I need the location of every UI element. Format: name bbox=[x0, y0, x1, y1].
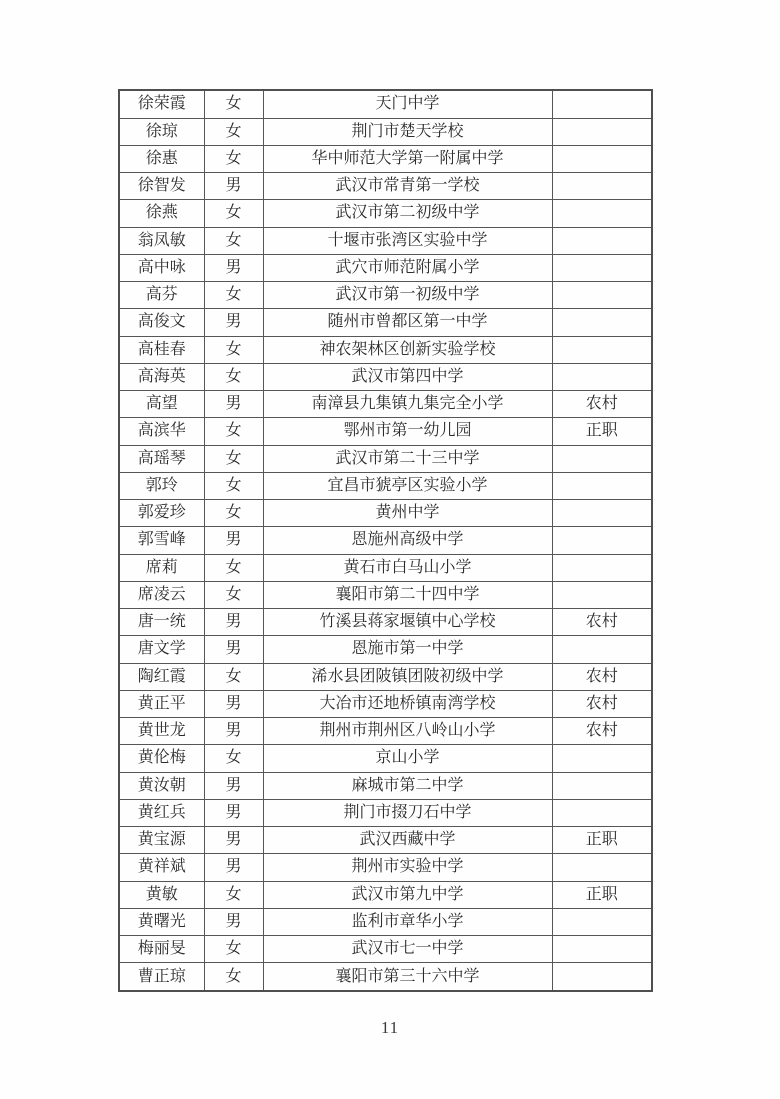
remark-cell bbox=[552, 636, 652, 663]
remark-cell bbox=[552, 200, 652, 227]
remark-cell bbox=[552, 282, 652, 309]
school-cell: 天门中学 bbox=[263, 90, 552, 118]
school-cell: 黄石市白马山小学 bbox=[263, 554, 552, 581]
gender-cell: 男 bbox=[204, 772, 263, 799]
gender-cell: 男 bbox=[204, 254, 263, 281]
gender-cell: 男 bbox=[204, 173, 263, 200]
gender-cell: 女 bbox=[204, 90, 263, 118]
gender-cell: 女 bbox=[204, 745, 263, 772]
school-cell: 荆州市荆州区八岭山小学 bbox=[263, 718, 552, 745]
name-cell: 郭爱珍 bbox=[119, 500, 204, 527]
remark-cell: 农村 bbox=[552, 718, 652, 745]
remark-cell bbox=[552, 173, 652, 200]
gender-cell: 女 bbox=[204, 282, 263, 309]
school-cell: 十堰市张湾区实验中学 bbox=[263, 227, 552, 254]
name-cell: 高俊文 bbox=[119, 309, 204, 336]
school-cell: 浠水县团陂镇团陂初级中学 bbox=[263, 663, 552, 690]
school-cell: 武汉市常青第一学校 bbox=[263, 173, 552, 200]
table-row bbox=[119, 90, 652, 118]
remark-cell bbox=[552, 500, 652, 527]
remark-cell bbox=[552, 336, 652, 363]
school-cell: 荆门市楚天学校 bbox=[263, 118, 552, 145]
table-row bbox=[119, 690, 652, 717]
remark-cell bbox=[552, 227, 652, 254]
remark-cell bbox=[552, 445, 652, 472]
remark-cell bbox=[552, 963, 652, 991]
school-cell: 武汉市第二十三中学 bbox=[263, 445, 552, 472]
gender-cell: 女 bbox=[204, 418, 263, 445]
remark-cell: 正职 bbox=[552, 881, 652, 908]
school-cell: 武汉市七一中学 bbox=[263, 936, 552, 963]
page-number: 11 bbox=[380, 1018, 400, 1037]
school-cell: 武汉市第二初级中学 bbox=[263, 200, 552, 227]
table-row bbox=[119, 227, 652, 254]
school-cell: 武汉市第四中学 bbox=[263, 363, 552, 390]
gender-cell: 女 bbox=[204, 500, 263, 527]
name-cell: 唐文学 bbox=[119, 636, 204, 663]
table-row bbox=[119, 881, 652, 908]
name-cell: 徐琼 bbox=[119, 118, 204, 145]
table-row bbox=[119, 663, 652, 690]
gender-cell: 男 bbox=[204, 391, 263, 418]
table-row bbox=[119, 963, 652, 991]
gender-cell: 女 bbox=[204, 145, 263, 172]
remark-cell: 农村 bbox=[552, 690, 652, 717]
table-row bbox=[119, 309, 652, 336]
name-cell: 徐智发 bbox=[119, 173, 204, 200]
table-row bbox=[119, 336, 652, 363]
remark-cell bbox=[552, 908, 652, 935]
name-cell: 黄伦梅 bbox=[119, 745, 204, 772]
roster-table-body bbox=[119, 90, 652, 991]
name-cell: 黄正平 bbox=[119, 690, 204, 717]
remark-cell bbox=[552, 745, 652, 772]
table-row bbox=[119, 581, 652, 608]
gender-cell: 女 bbox=[204, 336, 263, 363]
gender-cell: 女 bbox=[204, 445, 263, 472]
remark-cell bbox=[552, 772, 652, 799]
gender-cell: 女 bbox=[204, 554, 263, 581]
school-cell: 大冶市还地桥镇南湾学校 bbox=[263, 690, 552, 717]
gender-cell: 女 bbox=[204, 581, 263, 608]
gender-cell: 男 bbox=[204, 799, 263, 826]
table-row bbox=[119, 827, 652, 854]
table-row bbox=[119, 118, 652, 145]
table-row bbox=[119, 718, 652, 745]
table-row bbox=[119, 254, 652, 281]
table-row bbox=[119, 200, 652, 227]
remark-cell bbox=[552, 472, 652, 499]
name-cell: 黄祥斌 bbox=[119, 854, 204, 881]
remark-cell bbox=[552, 854, 652, 881]
name-cell: 高海英 bbox=[119, 363, 204, 390]
name-cell: 翁凤敏 bbox=[119, 227, 204, 254]
table-row bbox=[119, 554, 652, 581]
remark-cell bbox=[552, 309, 652, 336]
table-row bbox=[119, 391, 652, 418]
name-cell: 唐一统 bbox=[119, 609, 204, 636]
remark-cell bbox=[552, 554, 652, 581]
school-cell: 京山小学 bbox=[263, 745, 552, 772]
name-cell: 席凌云 bbox=[119, 581, 204, 608]
remark-cell bbox=[552, 145, 652, 172]
table-row bbox=[119, 636, 652, 663]
table-row bbox=[119, 854, 652, 881]
table-row bbox=[119, 908, 652, 935]
gender-cell: 男 bbox=[204, 309, 263, 336]
name-cell: 郭玲 bbox=[119, 472, 204, 499]
gender-cell: 女 bbox=[204, 663, 263, 690]
gender-cell: 男 bbox=[204, 718, 263, 745]
remark-cell: 农村 bbox=[552, 609, 652, 636]
table-row bbox=[119, 445, 652, 472]
school-cell: 荆州市实验中学 bbox=[263, 854, 552, 881]
gender-cell: 女 bbox=[204, 881, 263, 908]
school-cell: 宜昌市猇亭区实验小学 bbox=[263, 472, 552, 499]
table-row bbox=[119, 472, 652, 499]
name-cell: 高瑶琴 bbox=[119, 445, 204, 472]
gender-cell: 女 bbox=[204, 200, 263, 227]
table-row bbox=[119, 799, 652, 826]
name-cell: 高望 bbox=[119, 391, 204, 418]
table-row bbox=[119, 282, 652, 309]
table-row bbox=[119, 527, 652, 554]
gender-cell: 男 bbox=[204, 609, 263, 636]
name-cell: 高芬 bbox=[119, 282, 204, 309]
gender-cell: 女 bbox=[204, 472, 263, 499]
school-cell: 麻城市第二中学 bbox=[263, 772, 552, 799]
name-cell: 郭雪峰 bbox=[119, 527, 204, 554]
remark-cell bbox=[552, 90, 652, 118]
remark-cell: 正职 bbox=[552, 418, 652, 445]
table-row bbox=[119, 173, 652, 200]
table-row bbox=[119, 609, 652, 636]
table-row bbox=[119, 936, 652, 963]
name-cell: 徐惠 bbox=[119, 145, 204, 172]
school-cell: 武汉市第一初级中学 bbox=[263, 282, 552, 309]
gender-cell: 男 bbox=[204, 527, 263, 554]
school-cell: 恩施州高级中学 bbox=[263, 527, 552, 554]
school-cell: 荆门市掇刀石中学 bbox=[263, 799, 552, 826]
name-cell: 徐燕 bbox=[119, 200, 204, 227]
teacher-roster-table bbox=[118, 89, 653, 992]
name-cell: 曹正琼 bbox=[119, 963, 204, 991]
table-row bbox=[119, 745, 652, 772]
gender-cell: 男 bbox=[204, 690, 263, 717]
remark-cell: 农村 bbox=[552, 391, 652, 418]
remark-cell: 农村 bbox=[552, 663, 652, 690]
gender-cell: 男 bbox=[204, 908, 263, 935]
school-cell: 华中师范大学第一附属中学 bbox=[263, 145, 552, 172]
remark-cell bbox=[552, 581, 652, 608]
table-row bbox=[119, 500, 652, 527]
name-cell: 黄曙光 bbox=[119, 908, 204, 935]
remark-cell bbox=[552, 527, 652, 554]
school-cell: 武汉西藏中学 bbox=[263, 827, 552, 854]
name-cell: 席莉 bbox=[119, 554, 204, 581]
remark-cell bbox=[552, 799, 652, 826]
gender-cell: 女 bbox=[204, 118, 263, 145]
gender-cell: 男 bbox=[204, 636, 263, 663]
school-cell: 神农架林区创新实验学校 bbox=[263, 336, 552, 363]
name-cell: 徐荣霞 bbox=[119, 90, 204, 118]
school-cell: 黄州中学 bbox=[263, 500, 552, 527]
school-cell: 襄阳市第二十四中学 bbox=[263, 581, 552, 608]
school-cell: 恩施市第一中学 bbox=[263, 636, 552, 663]
gender-cell: 女 bbox=[204, 963, 263, 991]
table-row bbox=[119, 772, 652, 799]
table-row bbox=[119, 145, 652, 172]
name-cell: 陶红霞 bbox=[119, 663, 204, 690]
school-cell: 襄阳市第三十六中学 bbox=[263, 963, 552, 991]
name-cell: 黄宝源 bbox=[119, 827, 204, 854]
gender-cell: 男 bbox=[204, 854, 263, 881]
school-cell: 竹溪县蒋家堰镇中心学校 bbox=[263, 609, 552, 636]
name-cell: 黄汝朝 bbox=[119, 772, 204, 799]
name-cell: 黄世龙 bbox=[119, 718, 204, 745]
table-row bbox=[119, 363, 652, 390]
school-cell: 随州市曾都区第一中学 bbox=[263, 309, 552, 336]
school-cell: 监利市章华小学 bbox=[263, 908, 552, 935]
remark-cell bbox=[552, 254, 652, 281]
table-row bbox=[119, 418, 652, 445]
remark-cell: 正职 bbox=[552, 827, 652, 854]
gender-cell: 女 bbox=[204, 936, 263, 963]
remark-cell bbox=[552, 936, 652, 963]
remark-cell bbox=[552, 118, 652, 145]
name-cell: 高中咏 bbox=[119, 254, 204, 281]
gender-cell: 女 bbox=[204, 227, 263, 254]
name-cell: 黄红兵 bbox=[119, 799, 204, 826]
name-cell: 梅丽旻 bbox=[119, 936, 204, 963]
roster-table bbox=[118, 89, 651, 992]
gender-cell: 男 bbox=[204, 827, 263, 854]
name-cell: 高滨华 bbox=[119, 418, 204, 445]
remark-cell bbox=[552, 363, 652, 390]
school-cell: 鄂州市第一幼儿园 bbox=[263, 418, 552, 445]
name-cell: 黄敏 bbox=[119, 881, 204, 908]
name-cell: 高桂春 bbox=[119, 336, 204, 363]
school-cell: 武汉市第九中学 bbox=[263, 881, 552, 908]
school-cell: 南漳县九集镇九集完全小学 bbox=[263, 391, 552, 418]
gender-cell: 女 bbox=[204, 363, 263, 390]
school-cell: 武穴市师范附属小学 bbox=[263, 254, 552, 281]
